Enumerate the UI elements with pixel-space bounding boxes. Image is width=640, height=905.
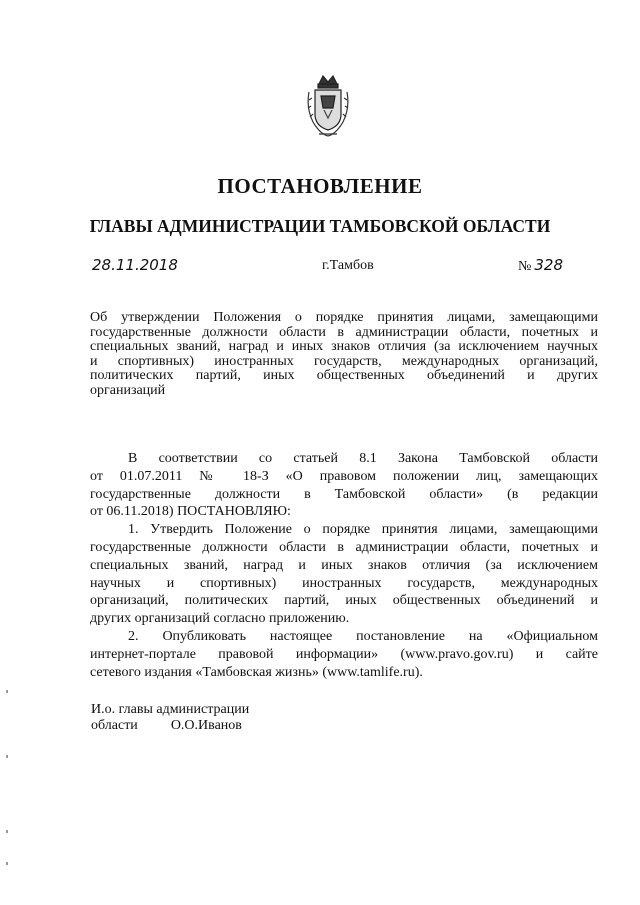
signatory-name: О.О.Иванов bbox=[170, 718, 242, 733]
body-line: специальных званий, наград и иных знаков отличия (за исключением bbox=[90, 557, 598, 573]
body-line: сетевого издания «Тамбовская жизнь» (www.tamlife.ru). bbox=[90, 664, 423, 680]
subject-line: организаций bbox=[90, 382, 166, 398]
document-title: ПОСТАНОВЛЕНИЕ bbox=[217, 174, 423, 198]
body-line: от 06.11.2018) ПОСТАНОВЛЯЮ: bbox=[90, 504, 291, 520]
signature-position: И.о. главы администрации bbox=[91, 702, 250, 717]
body-line: государственные должности в Тамбовской области» (в редакции bbox=[90, 486, 598, 502]
document-subtitle: ГЛАВЫ АДМИНИСТРАЦИИ ТАМБОВСКОЙ ОБЛАСТИ bbox=[89, 216, 551, 236]
document-city: г.Тамбов bbox=[322, 258, 374, 273]
scan-artifact bbox=[6, 862, 8, 865]
body-line: научных и спортивных) иностранных государств, международных bbox=[90, 575, 598, 591]
body-line: государственные должности области в администрации области, почетных и bbox=[90, 539, 598, 555]
date-handwritten: 28.11.2018 bbox=[92, 256, 178, 274]
subject-line: государственные должности области в администрации области, почетных и bbox=[90, 324, 598, 340]
subject-line: Об утверждении Положения о порядке принятия лицами, замещающими bbox=[90, 310, 598, 325]
document-number bbox=[518, 256, 563, 275]
subject-line: и спортивных) иностранных государств, международных организаций, bbox=[90, 353, 598, 369]
body-line: 2. Опубликовать настоящее постановление на «Официальном bbox=[128, 628, 598, 644]
coat-of-arms-icon bbox=[305, 74, 351, 140]
body-line: других организаций согласно приложению. bbox=[90, 611, 350, 627]
body-line: организаций, политических партий, иных общественных объединений и bbox=[90, 593, 598, 609]
number-handwritten: 328 bbox=[534, 256, 563, 274]
body-line: 1. Утвердить Положение о порядке принятия лицами, замещающими bbox=[128, 522, 598, 538]
body-line: В соответствии со статьей 8.1 Закона Тамбовской области bbox=[128, 451, 598, 466]
document-body bbox=[90, 450, 598, 681]
signature-position-line2: области bbox=[91, 718, 138, 733]
scan-artifact bbox=[6, 755, 8, 758]
body-line: интернет-портале правовой информации» (www.pravo.gov.ru) и сайте bbox=[90, 646, 598, 662]
signature-line bbox=[91, 718, 242, 734]
document-date bbox=[92, 256, 178, 275]
scan-artifact bbox=[6, 830, 8, 833]
body-line: от 01.07.2011 № 18-З «О правовом положении лиц, замещающих bbox=[90, 468, 598, 484]
document-subject bbox=[90, 311, 598, 398]
scan-artifact bbox=[6, 690, 8, 693]
subject-line: специальных званий, наград и иных знаков отличия (за исключением научных bbox=[90, 339, 598, 354]
number-prefix: № bbox=[518, 259, 532, 274]
subject-line: политических партий, иных общественных объединений и других bbox=[90, 368, 598, 383]
